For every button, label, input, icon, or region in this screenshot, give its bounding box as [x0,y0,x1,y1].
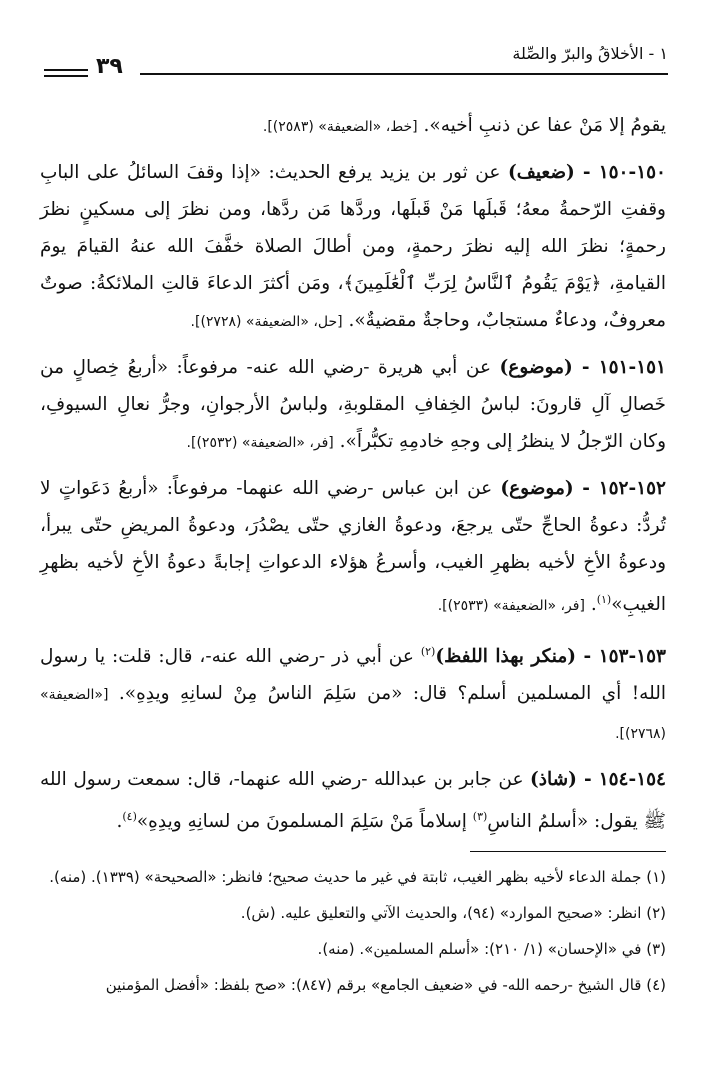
hadith-text: عن ابن عباس -رضي الله عنهما- مرفوعاً: «أربعُ دَعَواتٍ لا تُردُّ: دعوةُ الحاجِّ حتّى يرجعَ، ودعوةُ الغازي حتّى يصْدُرَ، ودعوةُ المريضِ حتّى يبرأ، ودعوةُ الأخِ لأخيه بظهرِ الغيب، وأسرعُ هؤلاء الدعواتِ إجابةً دعوةُ الأخِ لأخيه بظهرِ الغيبِ» [40,478,666,616]
hadith-grade: - (شاذ) [530,769,599,791]
footnote-marker: (٤) [122,810,137,824]
hadith-150 [40,154,666,341]
running-header [44,42,668,82]
hadith-grade: - (منكر بهذا اللفظ) [435,646,599,668]
footnotes [40,862,666,1006]
hadith-text: عن جابر بن عبدالله -رضي الله عنهما-، قال: سمعت رسول الله ﷺ يقول: «أسلمُ الناسِ [40,769,666,833]
sentence-end: . [116,811,123,833]
footnote: (١) جملة الدعاء لأخيه بظهر الغيب، ثابتة في غير ما حديث صحيح؛ فانظر: «الصحيحة» (١٣٣٩). (منه). [49,868,666,886]
header-rule [140,73,668,75]
page-number: ٣٩ [96,54,123,79]
hadith-text: يقومُ إلا مَنْ عفا عن ذنبِ أخيه». [423,115,666,136]
header-rule-double-bottom [44,75,88,77]
header-rule-double-top [44,69,88,71]
hadith-text: عن ثور بن يزيد يرفع الحديث: «إذا وقفَ السائلُ على البابِ وقفتِ الرّحمةُ معهُ؛ قَبلَها مَنْ قَبلَها، وردَّها مَن ردَّها، ومن نظرَ إلى مسكينٍ نظرَ رحمةٍ؛ نظرَ الله إليه نظرَ رحمةٍ، ومن أطالَ الصلاة خفَّفَ الله عنهُ القيامَ يومَ القيامةِ، ﴿يَوْمَ يَقُومُ ٱلنَّاسُ لِرَبِّ ٱلْعَٰلَمِينَ﴾، ومَن أكثرَ الدعاءَ قالتِ الملائكةُ: صوتٌ معروفٌ، ودعاءٌ مستجابٌ، وحاجةٌ مقضيةٌ». [40,162,666,331]
hadith-152: ١٥٢-١٥٢ - (موضوع) عن ابن عباس -رضي الله عنهما- مرفوعاً: «أربعُ دَعَواتٍ لا تُردُّ: دعوةُ الحاجِّ حتّى يرجعَ، ودعوةُ الغازي حتّى يصْدُرَ، ودعوةُ المريضِ حتّى يبرأ، ودعوةُ الأخِ لأخيه بظهرِ الغيب، وأسرعُ هؤلاء الدعواتِ إجابةً دعوةُ الأخِ لأخيه بظهرِ الغيبِ»$^{(١)}$. [فر، «الضعيفة» (٢٥٣٣)]. [40,478,666,616]
footnote: (٣) في «الإحسان» (١/ ٢١٠): «أسلم المسلمين». (منه). [317,940,666,958]
hadith-text: إسلاماً مَنْ سَلِمَ المسلمونَ من لسانِهِ ويدِهِ» [136,811,473,833]
hadith-number: ١٥٢-١٥٢ [598,478,666,499]
hadith-number: ١٥٤-١٥٤ [598,769,666,791]
hadith-continuation [40,107,666,146]
main-text [40,107,666,840]
hadith-number: ١٥٠-١٥٠ [598,162,666,183]
hadith-grade: - (ضعيف) [507,162,599,183]
chapter-title: ١ - الأخلاقُ والبرّ والصِّلة [512,44,668,63]
hadith-reference: [فر، «الضعيفة» (٢٥٣٢)]. [186,435,334,451]
footnote-marker: (٣) [472,810,488,824]
hadith-reference: [«الضعيفة» (٢٧٦٨)]. [40,687,666,743]
hadith-number: ١٥٣-١٥٣ [598,646,666,668]
footnote: (٢) انظر: «صحيح الموارد» (٩٤)، والحديث الآتي والتعليق عليه. (ش). [240,904,666,922]
hadith-151 [40,349,666,462]
footnote: (٤) قال الشيخ -رحمه الله- في «ضعيف الجامع» برقم (٨٤٧): «صح بلفظ: «أفضل المؤمنين [105,976,666,994]
hadith-text: عن أبي هريرة -رضي الله عنه- مرفوعاً: «أربعُ خِصالٍ من خَصالِ آلِ قارونَ: لباسُ الخِفافِ المقلوبةِ، ولباسُ الأرجوانِ، وجرُّ نعالِ السيوفِ، وكان الرّجلُ لا ينظرُ إلى وجهِ خادمِهِ تكبُّراً». [40,357,666,452]
footnote-marker: (١) [596,593,612,606]
hadith-reference: [فر، «الضعيفة» (٢٥٣٣)]. [437,598,585,615]
hadith-reference: [خط، «الضعيفة» (٢٥٨٣)]. [262,119,418,135]
hadith-reference: [حل، «الضعيفة» (٢٧٢٨)]. [190,314,343,330]
hadith-text: عن أبي ذر -رضي الله عنه-، قال: قلت: يا رسول الله! أي المسلمين أسلم؟ قال: «من سَلِمَ الناسُ مِنْ لسانِهِ ويدِهِ». [40,646,666,705]
hadith-153 [40,633,666,753]
footnote-separator [470,851,666,852]
hadith-grade: - (موضوع) [500,478,599,499]
hadith-number: ١٥١-١٥١ [598,357,666,378]
hadith-154 [40,761,666,840]
footnote-marker: (٢) [420,645,436,659]
hadith-grade: - (موضوع) [499,357,599,378]
